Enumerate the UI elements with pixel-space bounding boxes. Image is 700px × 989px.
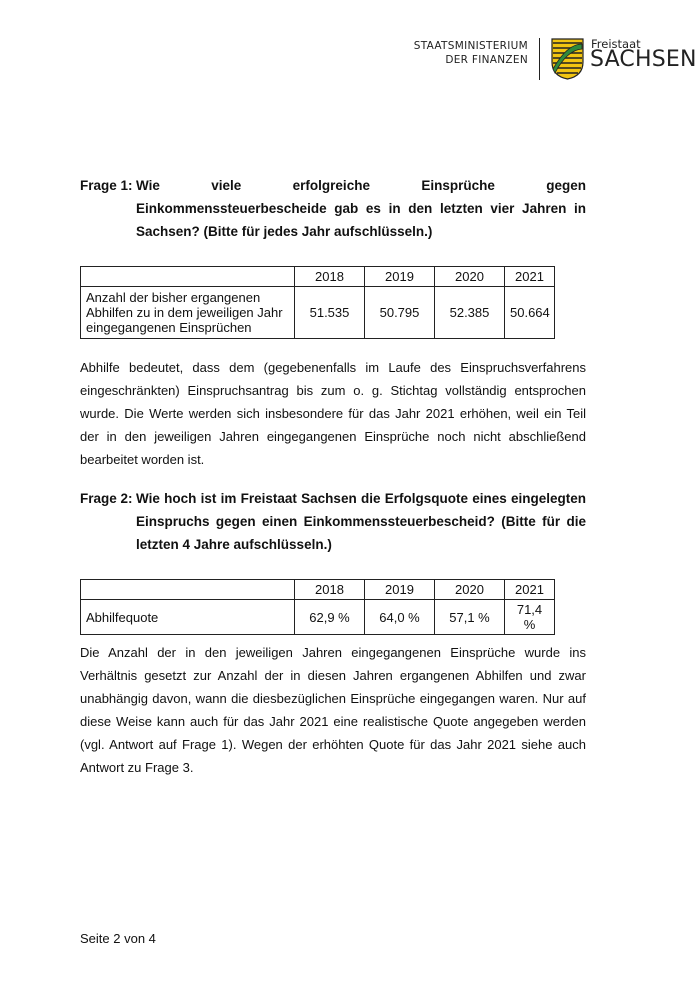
brand-freistaat: Freistaat (591, 37, 641, 51)
header-divider (539, 38, 540, 80)
question-1-text: Wie viele erfolgreiche Einsprüche gegen Einkommenssteuerbescheide gab es in den letzten vier Jahren in Sachsen? (Bitte für jedes Jahr aufschlüsseln.) (136, 178, 586, 239)
year-header: 2020 (435, 267, 505, 287)
table-einsprueche (80, 266, 555, 339)
ministry-name (408, 39, 528, 67)
year-header: 2021 (505, 580, 555, 600)
year-header: 2020 (435, 580, 505, 600)
table-row (81, 287, 555, 339)
year-header: 2018 (295, 267, 365, 287)
table-corner-cell (81, 267, 295, 287)
year-header: 2021 (505, 267, 555, 287)
value-cell: 52.385 (435, 287, 505, 339)
table-abhilfequote (80, 579, 555, 635)
question-2-text: Wie hoch ist im Freistaat Sachsen die Erfolgsquote eines eingelegten Einspruchs gegen einen Einkommenssteuerbescheid? (Bitte für die letzten 4 Jahre aufschlüsseln.) (136, 491, 586, 552)
question-1-label: Frage 1: (80, 178, 133, 193)
year-header: 2018 (295, 580, 365, 600)
table-corner-cell (81, 580, 295, 600)
saxony-coat-of-arms-icon (551, 38, 584, 80)
value-cell: 62,9 % (295, 600, 365, 635)
row-label: Anzahl der bisher ergangenen Abhilfen zu in dem jeweiligen Jahr eingegangenen Einsprüchen (81, 287, 295, 339)
table-header-row (81, 580, 555, 600)
ministry-line-1: STAATSMINISTERIUM (413, 40, 528, 52)
table-header-row (81, 267, 555, 287)
answer-1: Abhilfe bedeutet, dass dem (gegebenenfalls im Laufe des Einspruchsverfahrens eingeschränkten) Einspruchsantrag bis zum o. g. Stichtag vollständig entsprochen wurde. Die Werte werden sich insbesondere für das Jahr 2021 erhöhen, weil ein Teil der in den jeweiligen Jahren eingegangenen Einsprüche noch nicht abschließend bearbeitet worden ist. (80, 360, 586, 467)
year-header: 2019 (365, 267, 435, 287)
row-label: Abhilfequote (81, 600, 295, 635)
value-cell: 51.535 (295, 287, 365, 339)
value-cell: 71,4 % (505, 600, 555, 635)
table-row (81, 600, 555, 635)
brand-sachsen: SACHSEN (590, 47, 697, 72)
question-1 (80, 174, 586, 243)
value-cell: 64,0 % (365, 600, 435, 635)
page-number: Seite 2 von 4 (80, 931, 156, 946)
question-2-label: Frage 2: (80, 491, 133, 506)
value-cell: 50.795 (365, 287, 435, 339)
question-2 (80, 487, 586, 556)
value-cell: 50.664 (505, 287, 555, 339)
ministry-line-2: DER FINANZEN (445, 54, 528, 66)
year-header: 2019 (365, 580, 435, 600)
answer-2: Die Anzahl der in den jeweiligen Jahren eingegangenen Einsprüche wurde ins Verhältnis gesetzt zur Anzahl der in diesen Jahren ergangenen Abhilfen und zwar unabhängig davon, wann die diesbezüglichen Einsprüche eingegangen waren. Nur auf diese Weise kann auch für das Jahr 2021 eine realistische Quote angegeben werden (vgl. Antwort auf Frage 1). Wegen der erhöhten Quote für das Jahr 2021 siehe auch Antwort zu Frage 3. (80, 645, 586, 775)
value-cell: 57,1 % (435, 600, 505, 635)
